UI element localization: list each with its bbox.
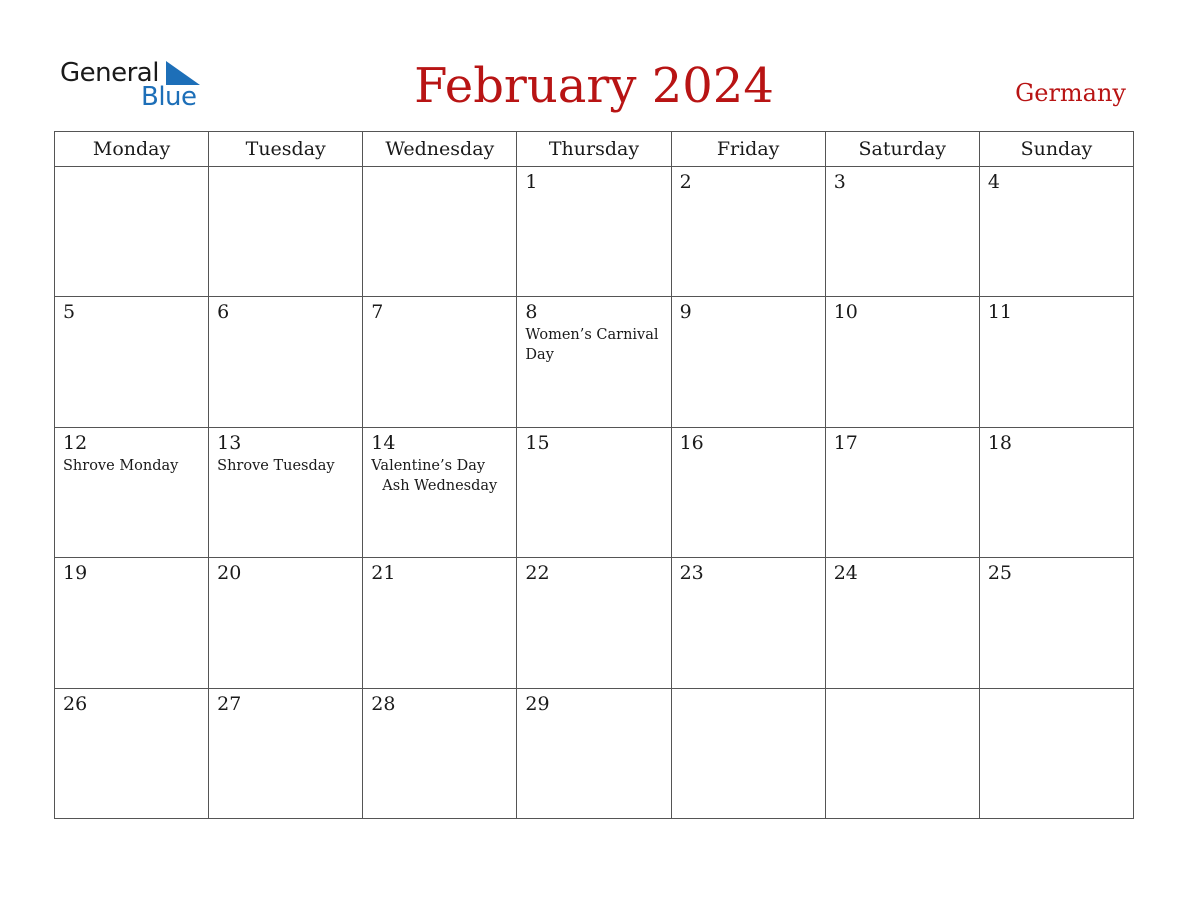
day-cell xyxy=(209,558,363,688)
day-number: 14 xyxy=(371,431,396,454)
day-cell xyxy=(363,297,517,427)
day-number: 1 xyxy=(525,171,538,193)
holiday-label: Ash Wednesday xyxy=(382,477,498,494)
day-cell xyxy=(209,427,363,557)
week-row xyxy=(55,558,1134,688)
day-number: 5 xyxy=(63,301,76,324)
day-cell xyxy=(55,558,209,688)
day-number: 19 xyxy=(63,562,88,585)
weekday-header: Tuesday xyxy=(209,132,363,167)
day-cell xyxy=(671,167,825,297)
day-number: 22 xyxy=(525,562,550,585)
day-cell xyxy=(517,427,671,557)
day-number: 13 xyxy=(217,431,242,454)
day-cell xyxy=(55,427,209,557)
day-cell xyxy=(209,167,363,297)
weekday-header: Saturday xyxy=(825,132,979,167)
day-cell xyxy=(363,688,517,818)
weekday-header: Thursday xyxy=(517,132,671,167)
day-cell xyxy=(517,558,671,688)
day-cell xyxy=(825,688,979,818)
day-number: 16 xyxy=(679,431,704,454)
day-cell xyxy=(517,688,671,818)
day-number: 23 xyxy=(679,562,704,585)
week-row xyxy=(55,167,1134,297)
calendar-title: February 2024 xyxy=(414,58,774,114)
day-cell xyxy=(55,688,209,818)
day-number: 15 xyxy=(525,431,550,454)
day-cell xyxy=(671,558,825,688)
day-cell xyxy=(979,427,1133,557)
day-number: 11 xyxy=(987,301,1013,324)
day-cell xyxy=(209,297,363,427)
holiday-label: Shrove Monday xyxy=(63,457,179,474)
week-row xyxy=(55,688,1134,818)
day-number: 9 xyxy=(679,301,692,324)
day-cell xyxy=(55,167,209,297)
day-number: 10 xyxy=(833,301,858,324)
day-cell xyxy=(825,558,979,688)
day-cell xyxy=(209,688,363,818)
day-cell xyxy=(979,688,1133,818)
day-cell xyxy=(825,427,979,557)
day-cell xyxy=(363,427,517,557)
day-cell xyxy=(671,427,825,557)
day-number: 27 xyxy=(217,692,242,715)
day-cell xyxy=(979,297,1133,427)
day-number: 29 xyxy=(525,692,550,715)
day-cell xyxy=(517,297,671,427)
day-cell xyxy=(671,688,825,818)
holiday-label: Women’s Carnival Day xyxy=(525,327,659,364)
week-row xyxy=(55,427,1134,557)
day-number: 4 xyxy=(987,171,1000,193)
day-number: 7 xyxy=(371,301,384,324)
day-cell xyxy=(979,558,1133,688)
day-number: 3 xyxy=(833,171,846,193)
day-number: 20 xyxy=(217,562,242,585)
day-number: 26 xyxy=(63,692,88,715)
day-cell xyxy=(979,167,1133,297)
day-number: 25 xyxy=(987,562,1013,585)
day-number: 21 xyxy=(371,562,396,585)
weekday-header: Sunday xyxy=(979,132,1133,167)
weekday-header-row xyxy=(55,132,1134,167)
day-number: 12 xyxy=(63,431,88,454)
weekday-header: Monday xyxy=(55,132,209,167)
day-number: 24 xyxy=(833,562,858,585)
country-label: Germany xyxy=(1015,79,1126,107)
holiday-label: Shrove Tuesday xyxy=(217,457,335,474)
day-number: 17 xyxy=(833,431,858,454)
day-cell xyxy=(825,297,979,427)
day-number: 2 xyxy=(679,171,692,193)
day-cell xyxy=(517,167,671,297)
day-number: 28 xyxy=(371,692,396,715)
logo-word-general: General xyxy=(60,58,159,88)
holiday-label: Valentine’s Day xyxy=(371,457,486,474)
weekday-header: Wednesday xyxy=(363,132,517,167)
logo-word-blue: Blue xyxy=(141,82,197,112)
day-cell xyxy=(671,297,825,427)
week-row xyxy=(55,297,1134,427)
day-number: 18 xyxy=(987,431,1013,454)
day-number: 8 xyxy=(525,301,538,324)
day-cell xyxy=(825,167,979,297)
day-cell xyxy=(363,167,517,297)
day-cell xyxy=(55,297,209,427)
day-cell xyxy=(363,558,517,688)
weekday-header: Friday xyxy=(671,132,825,167)
day-number: 6 xyxy=(217,301,230,324)
calendar-grid xyxy=(54,131,1134,819)
